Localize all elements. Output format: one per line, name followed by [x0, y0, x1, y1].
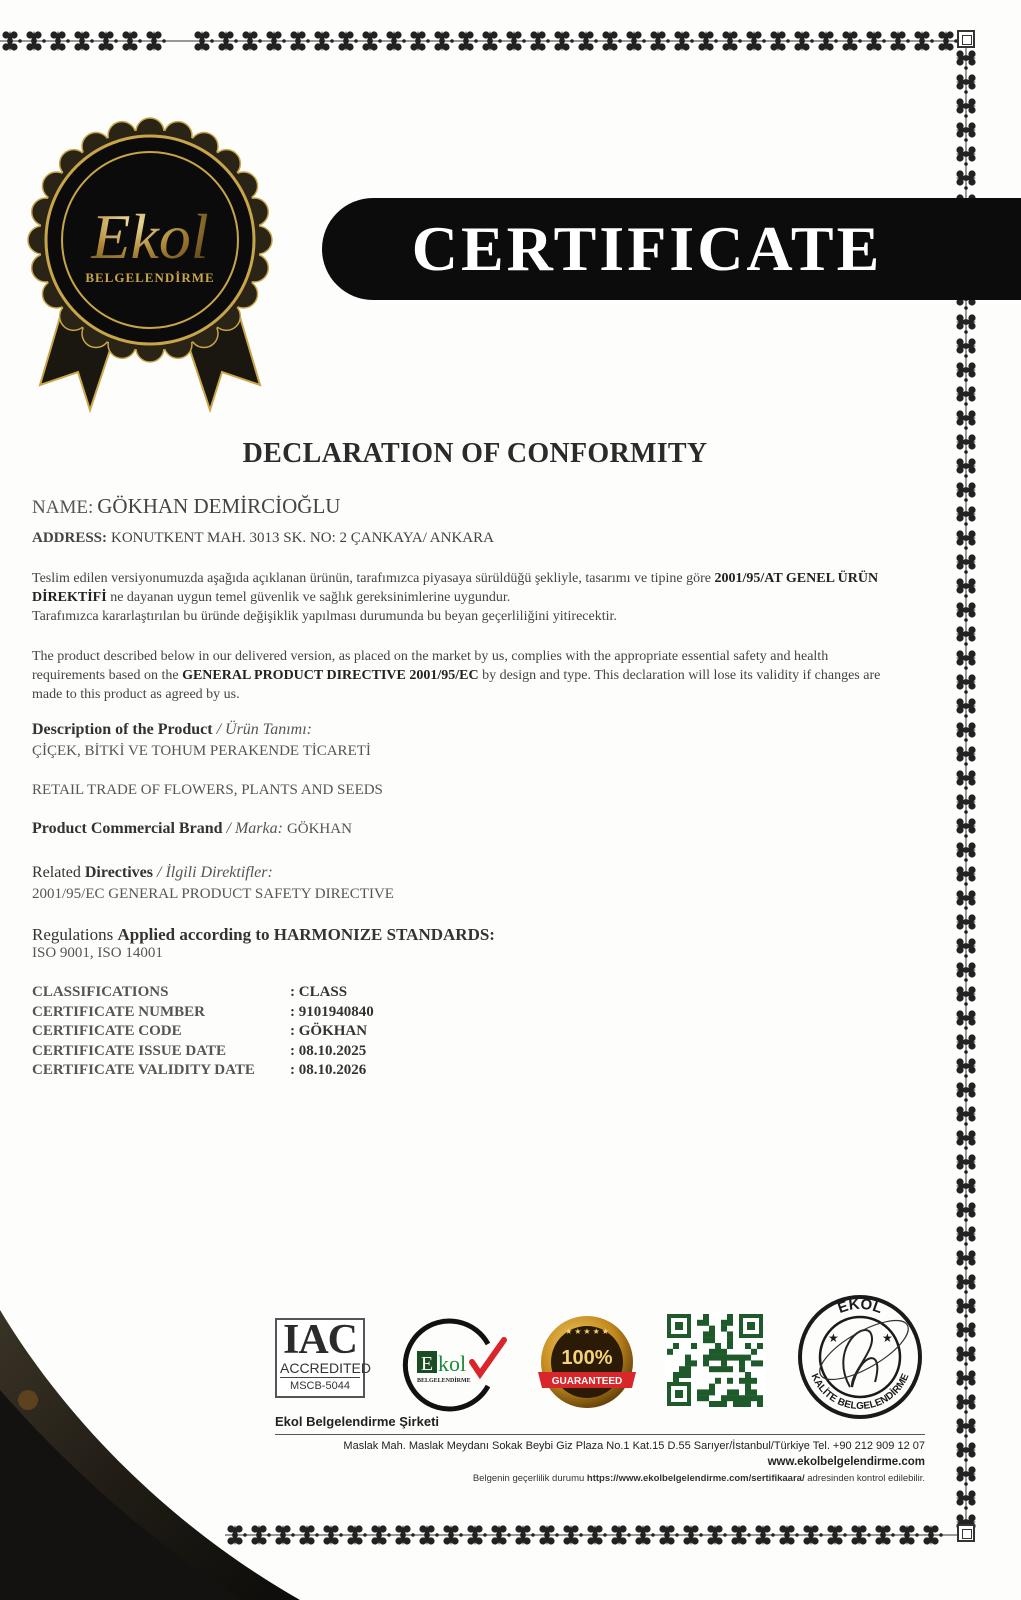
qr-module: [727, 1355, 733, 1361]
detail-key: CERTIFICATE ISSUE DATE: [32, 1042, 226, 1059]
qr-module: [733, 1355, 739, 1361]
qr-module: [715, 1378, 721, 1384]
corner-swoosh-decoration: [0, 1270, 310, 1600]
qr-module: [715, 1401, 721, 1407]
border-corner-bottom-right: [957, 1524, 975, 1542]
product-description-en: RETAIL TRADE OF FLOWERS, PLANTS AND SEEDS: [32, 782, 383, 798]
qr-module: [739, 1395, 745, 1401]
guarantee-percent: 100%: [561, 1347, 613, 1369]
qr-code[interactable]: [665, 1312, 765, 1408]
qr-module: [685, 1355, 691, 1361]
qr-module: [751, 1395, 757, 1401]
qr-module: [751, 1389, 757, 1395]
qr-module: [685, 1360, 691, 1366]
detail-value: : 9101940840: [290, 1003, 374, 1020]
qr-module: [679, 1372, 685, 1378]
ekol-quality-stamp: [790, 1292, 930, 1422]
detail-value: : 08.10.2025: [290, 1042, 367, 1059]
qr-module: [697, 1389, 703, 1395]
company-address: Maslak Mah. Maslak Meydanı Sokak Beybi Giz Plaza No.1 Kat.15 D.55 Sarıyer/İstanbul/Türkiye Tel. +90 212 909 12 07: [343, 1440, 925, 1452]
qr-module: [715, 1366, 721, 1372]
name-row: [32, 494, 340, 519]
qr-module: [703, 1314, 709, 1320]
qr-module: [721, 1401, 727, 1407]
qr-module: [709, 1389, 715, 1395]
qr-module: [709, 1384, 715, 1390]
desc-label-en: Description of the Product: [32, 721, 213, 738]
brand-value: GÖKHAN: [286, 821, 352, 837]
qr-module: [715, 1355, 721, 1361]
qr-module: [721, 1360, 727, 1366]
directives-label-1: Related: [32, 864, 81, 881]
qr-module: [697, 1320, 703, 1326]
qr-module: [739, 1401, 745, 1407]
iac-accredited-text: ACCREDITED: [280, 1360, 372, 1376]
iac-accreditation-logo: [275, 1317, 372, 1398]
qr-module: [691, 1360, 697, 1366]
directives-label-2: Directives: [84, 864, 153, 881]
qr-module: [727, 1343, 733, 1349]
qr-module: [757, 1343, 763, 1349]
guarantee-label: GUARANTEED: [551, 1376, 623, 1387]
detail-value: : GÖKHAN: [290, 1023, 368, 1039]
detail-key: CLASSIFICATIONS: [32, 984, 169, 1000]
qr-module: [727, 1337, 733, 1343]
detail-key: CERTIFICATE VALIDITY DATE: [32, 1062, 255, 1078]
qr-module: [745, 1384, 751, 1390]
product-description-label: [32, 721, 312, 739]
ekol-logo-e: E: [420, 1353, 434, 1375]
address-row: [32, 529, 494, 547]
qr-module: [721, 1326, 727, 1332]
ekol-seal-logo: [10, 110, 290, 430]
guarantee-badge: [532, 1312, 642, 1412]
ornamental-border-bottom: [225, 1522, 960, 1548]
desc-label-tr: / Ürün Tanımı:: [216, 721, 313, 738]
border-corner-top-right: [957, 30, 975, 48]
iac-code-text: MSCB-5044: [290, 1380, 350, 1392]
detail-row: [32, 1022, 374, 1042]
qr-module: [727, 1366, 733, 1372]
detail-row: [32, 1042, 374, 1062]
verify-text-post: adresinden kontrol edilebilir.: [804, 1473, 925, 1484]
company-website-link[interactable]: www.ekolbelgelendirme.com: [767, 1456, 925, 1468]
name-label: NAME:: [32, 497, 94, 518]
qr-module: [745, 1395, 751, 1401]
qr-module: [715, 1349, 721, 1355]
ekol-logo-sub: BELGELENDİRME: [417, 1378, 471, 1384]
qr-module: [751, 1378, 757, 1384]
detail-value: : 08.10.2026: [290, 1062, 367, 1078]
qr-module: [727, 1320, 733, 1326]
en-para-bold: GENERAL PRODUCT DIRECTIVE 2001/95/EC: [182, 668, 479, 683]
en-para-text-2: by design and type. This declaration will lose its validity if changes are made to this product as agreed by us.: [32, 668, 881, 702]
qr-module: [685, 1366, 691, 1372]
qr-module: [709, 1401, 715, 1407]
qr-module: [745, 1343, 751, 1349]
qr-module: [709, 1326, 715, 1332]
qr-module: [709, 1355, 715, 1361]
seal-brand-text: Ekol: [91, 201, 209, 272]
ekol-check-logo: [400, 1314, 510, 1414]
tr-para-bold: 2001/95/AT GENEL ÜRÜN DİREKTİFİ: [32, 571, 879, 605]
declaration-heading: DECLARATION OF CONFORMITY: [242, 438, 708, 469]
regulations-label: [32, 925, 495, 945]
qr-module: [757, 1360, 763, 1366]
product-description-tr: ÇİÇEK, BİTKİ VE TOHUM PERAKENDE TİCARETİ: [32, 743, 371, 759]
qr-module: [697, 1395, 703, 1401]
qr-module: [679, 1366, 685, 1372]
regs-label-1: Regulations: [32, 925, 114, 944]
en-para-text-1: The product described below in our delivered version, as placed on the market by us, complies with the appropriate essential safety and health requirements based on the: [32, 649, 829, 683]
svg-text:★ ★ ★ ★ ★: ★ ★ ★ ★ ★: [565, 1327, 609, 1336]
certificate-title: CERTIFICATE: [411, 213, 883, 284]
brand-label: Product Commercial Brand: [32, 820, 223, 837]
qr-module: [739, 1366, 745, 1372]
qr-module: [745, 1378, 751, 1384]
qr-module: [751, 1349, 757, 1355]
qr-module: [703, 1331, 709, 1337]
company-name: Ekol Belgelendirme Şirketi: [275, 1414, 440, 1429]
qr-module: [721, 1320, 727, 1326]
detail-key: CERTIFICATE NUMBER: [32, 1003, 205, 1020]
qr-module: [703, 1355, 709, 1361]
address-value: KONUTKENT MAH. 3013 SK. NO: 2 ÇANKAYA/ ANKARA: [111, 530, 494, 546]
tr-para-text-2: ne dayanan uygun temel güvenlik ve sağlık gereksinimlerine uygundur.: [106, 590, 511, 605]
qr-module: [691, 1343, 697, 1349]
qr-module: [673, 1343, 679, 1349]
qr-module: [703, 1320, 709, 1326]
qr-module: [703, 1389, 709, 1395]
detail-row: [32, 1061, 374, 1081]
verify-url-link[interactable]: https://www.ekolbelgelendirme.com/sertifikaara/: [586, 1473, 805, 1484]
qr-module: [733, 1401, 739, 1407]
svg-text:★: ★: [828, 1331, 839, 1345]
qr-module: [721, 1395, 727, 1401]
footer-divider: [275, 1434, 925, 1435]
regulations-value: ISO 9001, ISO 14001: [32, 945, 163, 961]
brand-label-tr: / Marka:: [226, 820, 283, 837]
related-directives-value: 2001/95/EC GENERAL PRODUCT SAFETY DIRECTIVE: [32, 886, 394, 902]
verification-note: [275, 1473, 925, 1484]
product-brand-row: [32, 820, 352, 838]
qr-module: [745, 1372, 751, 1378]
detail-value: : CLASS: [290, 984, 348, 1000]
detail-row: [32, 983, 374, 1003]
qr-module: [727, 1378, 733, 1384]
qr-module: [667, 1349, 673, 1355]
stamp-top-text: EKOL: [835, 1295, 885, 1318]
qr-module: [733, 1389, 739, 1395]
qr-module: [673, 1372, 679, 1378]
ekol-logo-text: kol: [438, 1351, 467, 1376]
certificate-details: [32, 983, 374, 1081]
qr-module: [751, 1360, 757, 1366]
verify-text-pre: Belgenin geçerlilik durumu: [472, 1473, 587, 1484]
qr-module: [745, 1355, 751, 1361]
stamp-bottom-text: KALİTE BELGELENDİRME: [808, 1372, 912, 1413]
svg-text:★: ★: [882, 1331, 893, 1345]
qr-module: [709, 1337, 715, 1343]
qr-module: [721, 1355, 727, 1361]
detail-key: CERTIFICATE CODE: [32, 1023, 182, 1039]
qr-module: [685, 1372, 691, 1378]
qr-module: [727, 1331, 733, 1337]
english-declaration-paragraph: [32, 647, 892, 704]
qr-module: [721, 1366, 727, 1372]
related-directives-label: [32, 864, 273, 882]
qr-module: [703, 1360, 709, 1366]
qr-module: [727, 1395, 733, 1401]
seal-sub-text: BELGELENDİRME: [85, 270, 215, 285]
qr-module: [745, 1401, 751, 1407]
tr-para-text-1: Teslim edilen versiyonumuzda aşağıda açıklanan ürünün, tarafımızca piyasaya sürüldüğü şekliyle, tasarımı ve tipine göre: [32, 571, 715, 586]
qr-module: [709, 1331, 715, 1337]
qr-module: [703, 1337, 709, 1343]
qr-module: [703, 1395, 709, 1401]
qr-module: [715, 1343, 721, 1349]
qr-module: [673, 1378, 679, 1384]
address-label: ADDRESS:: [32, 530, 108, 546]
iac-text: IAC: [282, 1317, 357, 1363]
turkish-declaration-paragraph: [32, 569, 892, 626]
qr-module: [727, 1389, 733, 1395]
ornamental-border-top: [0, 28, 960, 54]
detail-row: [32, 1003, 374, 1023]
qr-module: [733, 1395, 739, 1401]
qr-module: [739, 1378, 745, 1384]
qr-module: [739, 1360, 745, 1366]
directives-label-tr: / İlgili Direktifler:: [157, 864, 273, 881]
tr-para-text-3: Tarafımızca kararlaştırılan bu üründe değişiklik yapılması durumunda bu beyan geçerliliğini yitirecektir.: [32, 609, 617, 624]
qr-module: [745, 1389, 751, 1395]
name-value: GÖKHAN DEMİRCİOĞLU: [97, 494, 341, 518]
qr-module: [757, 1401, 763, 1407]
regs-label-2: Applied according to HARMONIZE STANDARDS:: [117, 925, 495, 944]
qr-module: [709, 1366, 715, 1372]
qr-module: [721, 1349, 727, 1355]
qr-module: [727, 1314, 733, 1320]
qr-module: [757, 1395, 763, 1401]
qr-module: [739, 1355, 745, 1361]
qr-module: [709, 1349, 715, 1355]
